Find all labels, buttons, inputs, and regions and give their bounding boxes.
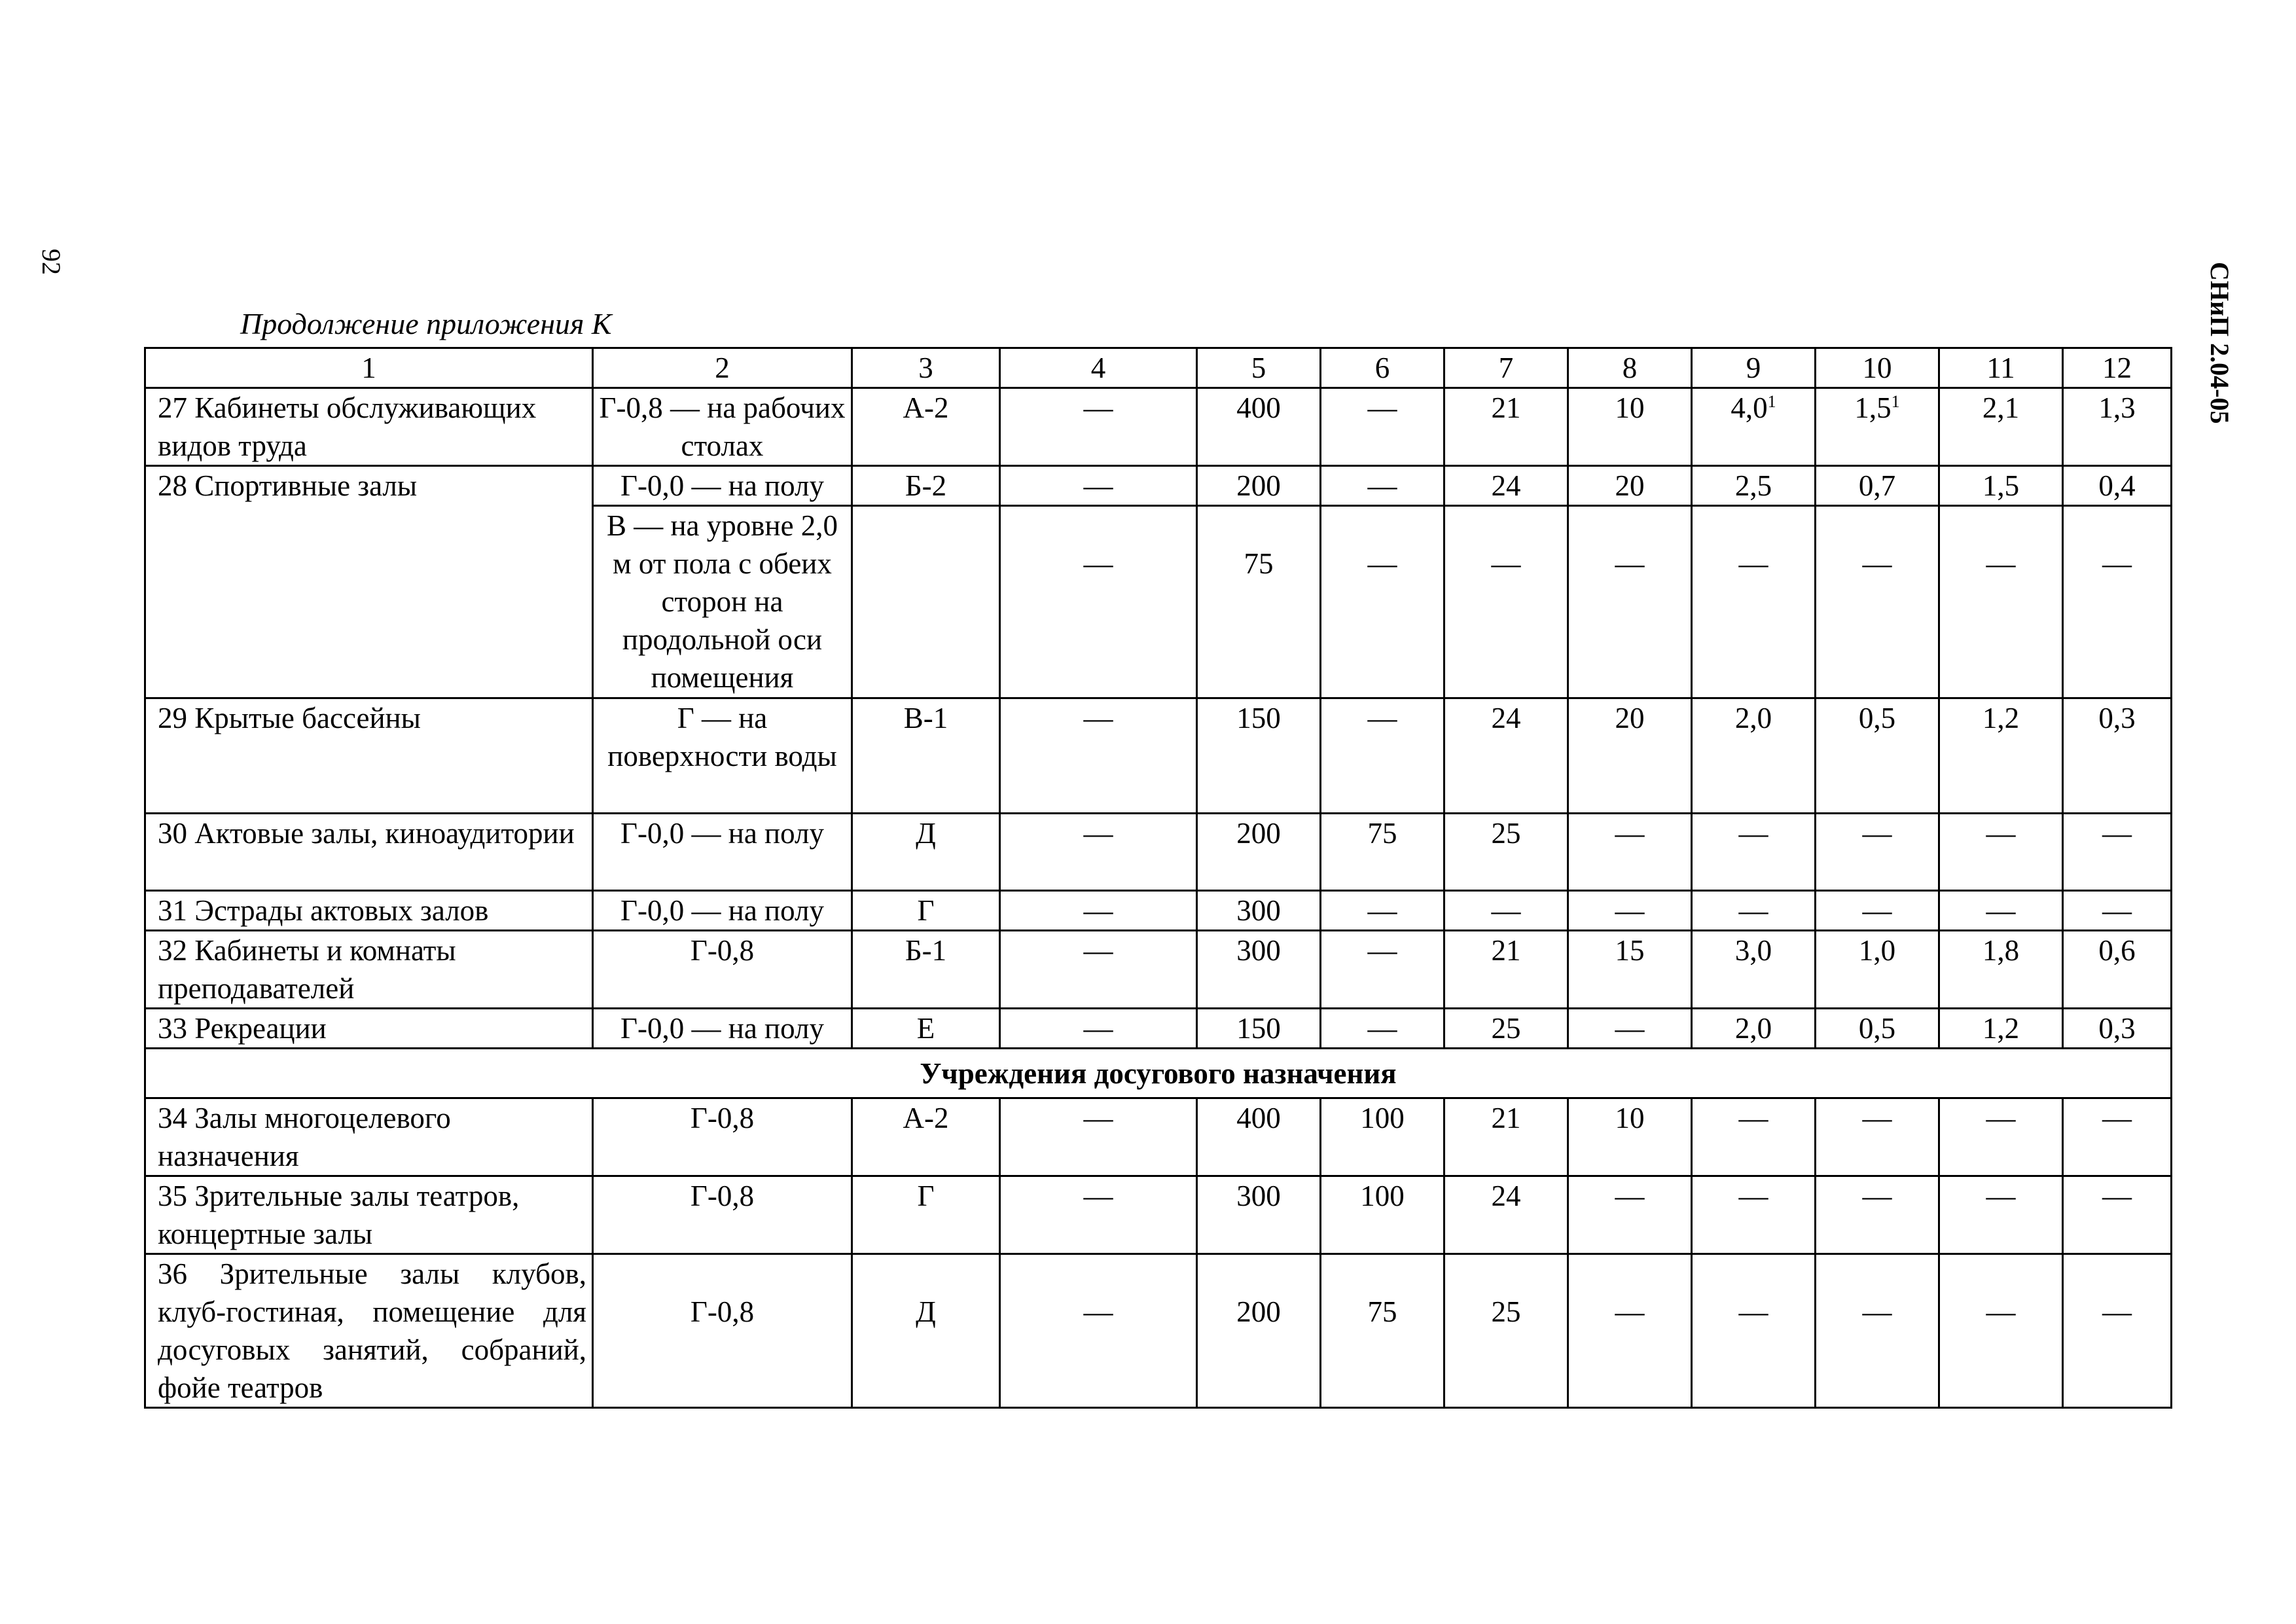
- table-cell: —: [2063, 814, 2172, 891]
- table-cell: —: [1568, 1254, 1692, 1408]
- table-cell: 10: [1568, 388, 1692, 466]
- table-cell: 200: [1197, 1254, 1321, 1408]
- room-name-cell: 34 Залы многоцелевого назначения: [145, 1098, 593, 1176]
- table-cell: 20: [1568, 466, 1692, 506]
- header-cell: 11: [1939, 348, 2063, 388]
- table-cell: 1,5: [1939, 466, 2063, 506]
- header-cell: 4: [1000, 348, 1197, 388]
- header-row: [145, 348, 2172, 388]
- table-cell: —: [2063, 1098, 2172, 1176]
- footnote-mark: 1: [1891, 392, 1900, 411]
- table-cell: —: [1568, 814, 1692, 891]
- table-cell: Г-0,8 — на рабочих столах: [593, 388, 852, 466]
- table-cell: В-1: [852, 698, 1000, 814]
- table-cell: 15: [1568, 931, 1692, 1009]
- table-cell: 0,5: [1816, 698, 1939, 814]
- table-cell: Г-0,8: [593, 1176, 852, 1254]
- table-cell: 400: [1197, 1098, 1321, 1176]
- table-cell: —: [1000, 1176, 1197, 1254]
- table-cell: 300: [1197, 891, 1321, 931]
- table-cell: —: [1939, 1176, 2063, 1254]
- table-cell: —: [1939, 814, 2063, 891]
- room-name-cell: 33 Рекреации: [145, 1009, 593, 1049]
- table-cell: 21: [1444, 931, 1568, 1009]
- table-cell: —: [1939, 1254, 2063, 1408]
- table-cell: В — на уровне 2,0 м от пола с обеих сторон на продольной оси помещения: [593, 506, 852, 698]
- table-row: [145, 388, 2172, 466]
- table-cell: 24: [1444, 466, 1568, 506]
- table-cell: Г-0,0 — на полу: [593, 466, 852, 506]
- room-name-cell: 32 Кабинеты и комнаты преподавателей: [145, 931, 593, 1009]
- table-cell: 0,3: [2063, 698, 2172, 814]
- table-cell: 2,0: [1692, 698, 1816, 814]
- table-cell: А-2: [852, 1098, 1000, 1176]
- table-cell: —: [1939, 891, 2063, 931]
- table-cell: Б-2: [852, 466, 1000, 506]
- section-title: Учреждения досугового назначения: [145, 1049, 2172, 1098]
- table-cell: Е: [852, 1009, 1000, 1049]
- table-cell: —: [2063, 1254, 2172, 1408]
- table-cell: —: [1444, 506, 1568, 698]
- header-cell: 10: [1816, 348, 1939, 388]
- table-row: [145, 1176, 2172, 1254]
- table-cell: 25: [1444, 814, 1568, 891]
- table-cell: —: [1321, 388, 1444, 466]
- table-cell: —: [1692, 814, 1816, 891]
- table-cell: —: [1321, 891, 1444, 931]
- table-cell: —: [1000, 388, 1197, 466]
- table-row: [145, 1254, 2172, 1408]
- table-cell: 24: [1444, 698, 1568, 814]
- table-cell: Г: [852, 891, 1000, 931]
- table-row: [145, 814, 2172, 891]
- table-cell: 300: [1197, 931, 1321, 1009]
- table-caption: Продолжение приложения К: [240, 307, 612, 340]
- table-cell: 100: [1321, 1098, 1444, 1176]
- table-cell: —: [1568, 506, 1692, 698]
- table-cell: Г-0,0 — на полу: [593, 891, 852, 931]
- table-cell: —: [1939, 1098, 2063, 1176]
- table-cell: 75: [1321, 814, 1444, 891]
- table-cell: —: [1000, 506, 1197, 698]
- table-cell: 0,3: [2063, 1009, 2172, 1049]
- header-cell: 6: [1321, 348, 1444, 388]
- table-cell: 1,3: [2063, 388, 2172, 466]
- table-row: [145, 698, 2172, 814]
- table-cell: 21: [1444, 388, 1568, 466]
- table-cell: —: [2063, 891, 2172, 931]
- table-cell: 200: [1197, 466, 1321, 506]
- cell-value: 1,5: [1854, 391, 1892, 424]
- table-cell: 100: [1321, 1176, 1444, 1254]
- table-cell: 24: [1444, 1176, 1568, 1254]
- table-cell: 300: [1197, 1176, 1321, 1254]
- table-cell: 2,0: [1692, 1009, 1816, 1049]
- table-cell: —: [1568, 1009, 1692, 1049]
- table-cell: Д: [852, 1254, 1000, 1408]
- table-cell: 2,5: [1692, 466, 1816, 506]
- header-cell: 5: [1197, 348, 1321, 388]
- table-cell: —: [1816, 506, 1939, 698]
- table-cell: 0,7: [1816, 466, 1939, 506]
- table-cell: —: [1816, 814, 1939, 891]
- cell-value: 4,0: [1731, 391, 1768, 424]
- table-cell: 1,2: [1939, 1009, 2063, 1049]
- table-cell: 0,5: [1816, 1009, 1939, 1049]
- table-cell: [852, 506, 1000, 698]
- table-cell: —: [1321, 466, 1444, 506]
- table-cell: 3,0: [1692, 931, 1816, 1009]
- table-cell: Г-0,0 — на полу: [593, 1009, 852, 1049]
- table-cell: —: [2063, 506, 2172, 698]
- table-cell: —: [1321, 931, 1444, 1009]
- table-cell: 75: [1197, 506, 1321, 698]
- table-cell: Г — на поверхности воды: [593, 698, 852, 814]
- table-cell: 10: [1568, 1098, 1692, 1176]
- header-cell: 2: [593, 348, 852, 388]
- table-cell: 25: [1444, 1009, 1568, 1049]
- table-cell: —: [1444, 891, 1568, 931]
- table-cell: —: [1816, 1176, 1939, 1254]
- table-cell: 0,6: [2063, 931, 2172, 1009]
- table-cell: —: [1000, 931, 1197, 1009]
- room-name-cell: 28 Спортивные залы: [145, 466, 593, 698]
- table-cell: [1692, 388, 1816, 466]
- header-cell: 1: [145, 348, 593, 388]
- table-cell: 0,4: [2063, 466, 2172, 506]
- page-number: 92: [37, 249, 66, 275]
- table-cell: —: [1000, 1098, 1197, 1176]
- table-cell: 21: [1444, 1098, 1568, 1176]
- table-cell: —: [2063, 1176, 2172, 1254]
- table-cell: —: [1692, 506, 1816, 698]
- table-cell: 1,0: [1816, 931, 1939, 1009]
- room-name-cell: 31 Эстрады актовых залов: [145, 891, 593, 931]
- document-code: СНиП 2.04-05: [2205, 262, 2234, 424]
- table-cell: 150: [1197, 1009, 1321, 1049]
- room-name-cell: 29 Крытые бассейны: [145, 698, 593, 814]
- table-cell: Б-1: [852, 931, 1000, 1009]
- table-cell: —: [1000, 698, 1197, 814]
- table-cell: —: [1000, 891, 1197, 931]
- table-cell: 1,8: [1939, 931, 2063, 1009]
- table-cell: —: [1692, 1176, 1816, 1254]
- table-cell: —: [1816, 1254, 1939, 1408]
- table-cell: 200: [1197, 814, 1321, 891]
- table-cell: —: [1000, 466, 1197, 506]
- table-cell: 150: [1197, 698, 1321, 814]
- table-cell: [1816, 388, 1939, 466]
- table-cell: 400: [1197, 388, 1321, 466]
- table-cell: —: [1692, 1254, 1816, 1408]
- room-name-cell: 36 Зрительные залы клубов, клуб-гостиная, помещение для досуговых занятий, собраний, фойе театров: [145, 1254, 593, 1408]
- table-cell: 2,1: [1939, 388, 2063, 466]
- table-cell: —: [1692, 891, 1816, 931]
- header-cell: 9: [1692, 348, 1816, 388]
- table-cell: —: [1321, 698, 1444, 814]
- table-cell: Д: [852, 814, 1000, 891]
- table-row: [145, 931, 2172, 1009]
- table-cell: —: [1321, 1009, 1444, 1049]
- table-cell: Г-0,8: [593, 1098, 852, 1176]
- table-cell: Г: [852, 1176, 1000, 1254]
- table-row: [145, 891, 2172, 931]
- header-cell: 7: [1444, 348, 1568, 388]
- table-cell: 20: [1568, 698, 1692, 814]
- illumination-table: [144, 347, 2172, 1409]
- table-cell: 25: [1444, 1254, 1568, 1408]
- table-cell: —: [1816, 1098, 1939, 1176]
- footnote-mark: 1: [1767, 392, 1776, 411]
- table-cell: —: [1692, 1098, 1816, 1176]
- header-cell: 12: [2063, 348, 2172, 388]
- table-row: [145, 1098, 2172, 1176]
- table-row: [145, 466, 2172, 506]
- table-cell: 1,2: [1939, 698, 2063, 814]
- table-cell: Г-0,0 — на полу: [593, 814, 852, 891]
- table-cell: —: [1939, 506, 2063, 698]
- table-cell: Г-0,8: [593, 931, 852, 1009]
- table-row: [145, 1009, 2172, 1049]
- table-cell: —: [1568, 891, 1692, 931]
- table-cell: —: [1000, 1254, 1197, 1408]
- table-cell: —: [1000, 1009, 1197, 1049]
- table-cell: А-2: [852, 388, 1000, 466]
- table-cell: —: [1568, 1176, 1692, 1254]
- table-cell: 75: [1321, 1254, 1444, 1408]
- room-name-cell: 27 Кабинеты обслуживающих видов труда: [145, 388, 593, 466]
- room-name-cell: 30 Актовые залы, киноаудитории: [145, 814, 593, 891]
- table-cell: —: [1816, 891, 1939, 931]
- header-cell: 8: [1568, 348, 1692, 388]
- header-cell: 3: [852, 348, 1000, 388]
- table-cell: —: [1321, 506, 1444, 698]
- table-cell: —: [1000, 814, 1197, 891]
- room-name-cell: 35 Зрительные залы театров, концертные залы: [145, 1176, 593, 1254]
- table-cell: Г-0,8: [593, 1254, 852, 1408]
- section-row: [145, 1049, 2172, 1098]
